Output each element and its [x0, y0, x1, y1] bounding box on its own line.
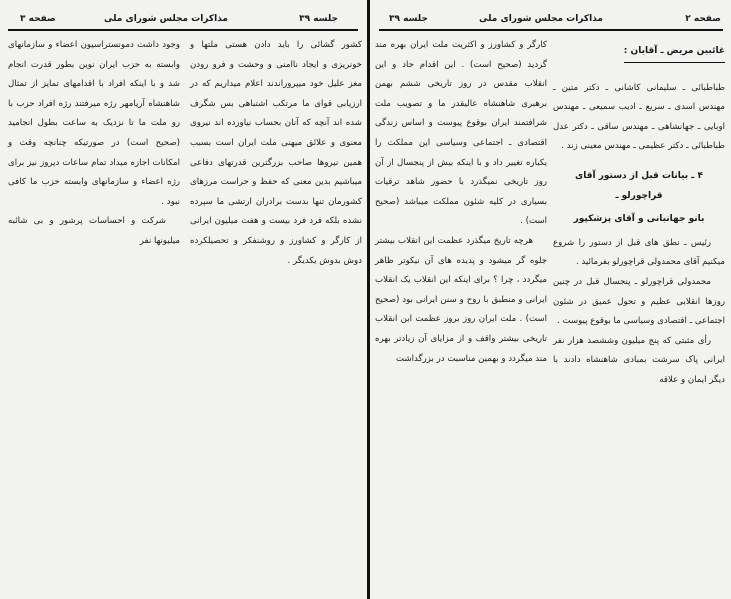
session-number: جلسه ۳۹ — [299, 14, 338, 24]
absentees-list: طباطبائی ـ سلیمانی کاشانی ـ دکتر متین ـ مهندس اسدی ـ سریع ـ ادیب سمیعی ـ مهندس اوبایی ـ جهانشاهی ـ مهندس ساقی ـ دکتر عدل طباطبائی ـ دکتر عظیمی ـ مهندس معینی زند . — [553, 82, 725, 152]
header-rule — [8, 29, 358, 31]
right-page — [371, 0, 731, 599]
paragraph: کارگر و کشاورز و اکثریت ملت ایران بهره مند گردید (صحیح است) . این اقدام حاد و این انقلاب مقدس در روز تاریخی ششم بهمن برهبری شاهنشاه عالیقدر ما و تصویب ملت شرافتمند ایران بوقوع پیوست و اساس زندگی اقتصادی ـ اجتماعی وسیاسی این مملکت را یکباره تغییر داد و با اینکه بیش از پنجسال از آن روز تاریخی نمیگذرد با حضور شاهد ترقیات بسیاری در کلیه شئون مملکت میباشد (صحیح است) . — [375, 40, 547, 227]
paragraph: رأی مثبتی که پنج میلیون وششصد هزار نفر ایرانی پاک سرشت بمبادی شاهنشاه دادند با دیگر ایمان و علاقه — [553, 335, 725, 385]
page-spread-divider — [367, 0, 370, 599]
text-column — [375, 36, 547, 369]
text-column — [553, 42, 725, 391]
paragraph: شرکت و احساسات پرشور و بی شائبه میلیونها نفر — [8, 216, 180, 246]
session-number: جلسه ۳۹ — [389, 14, 428, 24]
page-number: صفحه ۲ — [685, 14, 721, 24]
paragraph: محمدولی قراچورلو ـ پنجسال قبل در چنین روزها انقلابی عظیم و تحول عمیق در شئون اجتماعی ـ اقتصادی وسیاسی ما بوقوع پیوست . — [553, 276, 725, 327]
section-heading: ۴ ـ بیانات قبل از دستور آقای قراچورلو ـ — [574, 170, 704, 201]
page-header-title: مذاکرات مجلس شورای ملی — [478, 14, 603, 24]
paragraph: وجود داشت دمونستراسیون اعضاء و سازمانهای وابسته به حزب ایران نوین بطور قدرت انجام شد و با اینکه افراد با اقدامهای تمایز از تمثال شاهنشاه آریامهر رژه میرفتند رژه افراد حزب با رو ملت ما تا نزدیک به ساعت بطول انجامید (صحیح است) در صورتیکه چنانچه وقت و امکانات اجازه میداد تمام ساعات دیروز نیز برای رژه اعضاء و سازمانهای وابسته حزب ما کافی نبود . — [8, 40, 180, 207]
text-column — [190, 36, 362, 271]
absentees-heading: غائبین مریض ـ آقایان : — [624, 42, 725, 63]
page-number: صفحه ۳ — [20, 14, 56, 24]
text-column — [8, 36, 180, 252]
page-header-title: مذاکرات مجلس شورای ملی — [103, 14, 228, 24]
header-rule — [379, 29, 723, 31]
left-page-header — [8, 12, 358, 28]
right-page-header — [379, 12, 723, 28]
section-heading: بانو جهانبانی و آقای پزشکپور — [573, 214, 705, 225]
paragraph: رئیس ـ نطق های قبل از دستور را شروع میکنیم آقای محمدولی قراچورلو بفرمائید . — [553, 237, 725, 268]
paragraph: هرچه تاریخ میگذرد عظمت این انقلاب بیشتر جلوه گر میشود و پدیده های آن نیکوتر ظاهر میگردد ، چرا ؟ برای اینکه این انقلاب یک انقلاب ایرانی و منطبق با روح و سنن ایرانی بود (صحیح است) . ملت ایران روز بروز عظمت این انقلاب تاریخی بیشتر واقف و از مزایای آن زیادتر بهره مند میگردد و بهمین مناسبت در بزرگداشت — [375, 235, 547, 364]
paragraph: کشور گشائی را باید دادن هستی ملتها و خونریزی و ایجاد ناامنی و وحشت و فرو رودن مغز علیل خود میپروراندند اعلام میداریم که در ارزیابی قوای ما مرتکب اشتباهی بس شگرف شده اند آنچه که آنان بحساب نیاورده اند نیروی معنوی و علائق میهنی ملت ایران است بسبب همین نیروها صاحب بزرگترین قدرتهای دفاعی میباشیم بدین معنی که حفظ و حراست مرزهای کشورمان تنها بدست برادران ارتشی ما سپرده نشده بلکه فرد فرد بیست و هفت میلیون ایرانی از کارگر و کشاورز و روشنفکر و تحصیلکرده دوش بدوش یکدیگر . — [190, 40, 362, 266]
